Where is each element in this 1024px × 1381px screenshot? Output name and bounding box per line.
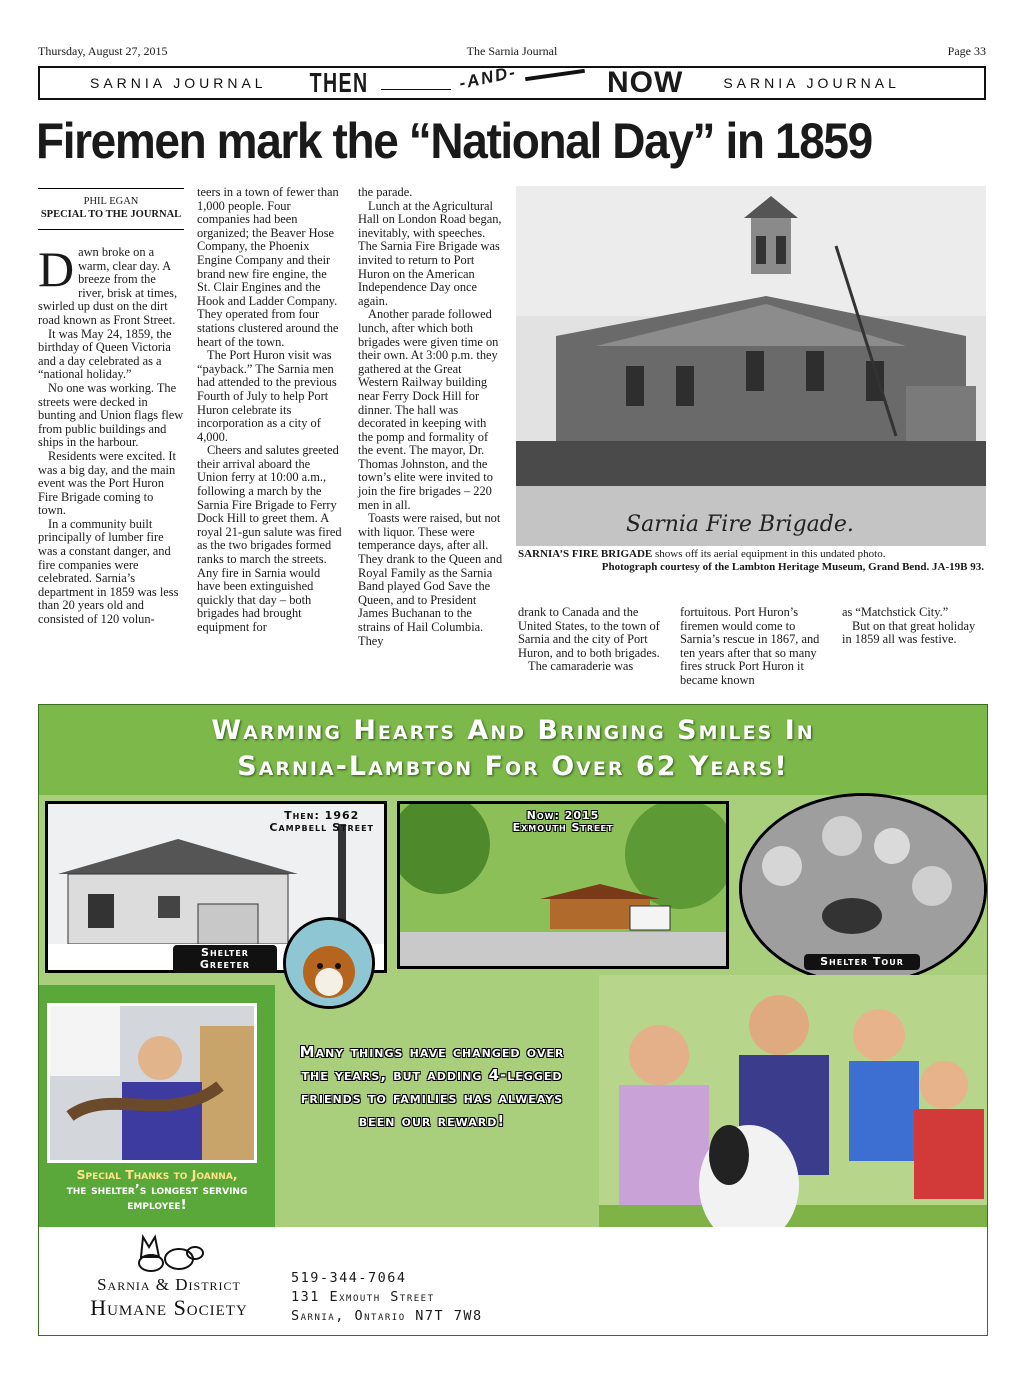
article-paragraph: It was May 24, 1859, the birthday of Queen Victoria and a day celebrated as a “national holiday.” — [38, 326, 172, 382]
photo-caption — [518, 548, 988, 574]
shelter-greeter-label: Shelter Greeter — [173, 945, 277, 973]
article-paragraph: Toasts were raised, but not with liquor. These were temperance days, after all. They drank to the Queen and Royal Family as the Sarnia Band played God Save the Queen, and to President James Buchanan to the strains of Hail Columbia. They — [358, 511, 503, 648]
article-paragraph: Cheers and salutes greeted their arrival aboard the Union ferry at 10:00 a.m., following a march by the Sarnia Fire Brigade to Ferry Dock Hill to greet them. A royal 21-gun salute was fired as the two brigades formed ranks to march the streets. Any fire in Sarnia would have been extinguished quickly that day – both brigades had brought equipment for — [197, 443, 342, 634]
ad-message: Many things have changed over the years, but adding 4-legged friends to families has alweays been our reward! — [299, 1043, 565, 1130]
banner-slash — [525, 69, 585, 81]
then-and-now-banner — [38, 62, 986, 100]
special-thanks: Special Thanks to Joanna, the shelter’s longest serving employee! — [66, 1167, 248, 1213]
banner-right-label: SARNIA JOURNAL — [723, 75, 900, 91]
article-paragraph: No one was working. The streets were decked in bunting and Union flags flew from public buildings and ships in the harbour. — [38, 380, 184, 450]
fire-hall-illustration — [516, 186, 986, 546]
banner-left-label: SARNIA JOURNAL — [90, 75, 267, 91]
caption-text: shows off its aerial equipment in this undated photo. — [652, 548, 886, 560]
woman-with-snake-illustration — [50, 1006, 254, 1160]
dropcap: D — [38, 241, 75, 297]
cat-dog-logo-icon — [129, 1233, 209, 1273]
byline-author: PHIL EGAN — [83, 196, 139, 207]
byline-role: SPECIAL TO THE JOURNAL — [40, 209, 182, 220]
article-paragraph: The camaraderie was — [528, 659, 634, 674]
now-photo — [397, 801, 729, 969]
phone: 519-344-7064 — [291, 1270, 407, 1286]
article-column-6 — [842, 606, 982, 647]
caption-lead: SARNIA’S FIRE BRIGADE — [518, 548, 653, 560]
banner-rule — [381, 77, 451, 90]
ad-headline: Warming Hearts And Bringing Smiles In Sarnia-Lambton For Over 62 Years! — [211, 715, 815, 782]
article-paragraph: Dawn broke on a warm, clear day. A breeze from the river, brisk at times, swirled up dust on the dirt road known as Front Street. — [38, 241, 178, 327]
article-column-3 — [358, 186, 504, 648]
banner-and: -AND- — [457, 62, 519, 93]
photo-inscription: Sarnia Fire Brigade. — [626, 512, 854, 537]
staff-photo — [47, 1003, 257, 1163]
ad-footer — [39, 1227, 987, 1335]
shelter-tour-label: Shelter Tour — [804, 954, 920, 970]
article-paragraph: the parade. — [358, 185, 413, 199]
article-paragraph: Residents were excited. It was a big day, and the main event was the Port Huron Fire Brigade coming to town. — [38, 448, 176, 518]
org-name: Sarnia & District Humane Society — [90, 1275, 248, 1320]
street-address: 131 Exmouth Street — [291, 1289, 435, 1305]
shelter-tour-photo — [739, 793, 987, 985]
article-paragraph: fortuitous. Port Huron’s firemen would come to Sarnia’s rescue in 1867, and ten years after that so many fires struck Port Huron it became known — [680, 605, 820, 687]
humane-society-ad — [38, 704, 988, 1336]
folio-paper: The Sarnia Journal — [466, 44, 558, 58]
article-column-1 — [38, 241, 184, 627]
folio-page: Page 33 — [947, 44, 986, 58]
article-column-4 — [518, 606, 664, 674]
article-paragraph: Another parade followed lunch, after which both brigades were given time on their own. At 3:00 p.m. they gathered at the Great Western Railway building near Ferry Dock Hill for dinner. The hall was decorated in keeping with the pomp and formality of the event. The mayor, Dr. Thomas Johnston, and the town’s elite were invited to join the fire brigades – 220 men in all. — [358, 307, 499, 512]
contact-info — [291, 1269, 483, 1326]
fire-brigade-photo — [516, 186, 986, 546]
folio-date: Thursday, August 27, 2015 — [38, 44, 168, 58]
banner-then: THEN — [309, 67, 369, 98]
now-label: Now: 2015 Exmouth Street — [512, 809, 614, 834]
byline — [38, 188, 184, 230]
headline: Firemen mark the “National Day” in 1859 — [36, 113, 872, 169]
then-label: Then: 1962 Campbell Street — [269, 809, 374, 834]
article-paragraph: But on that great holiday in 1859 all was festive. — [842, 618, 976, 647]
article-column-2 — [197, 186, 343, 635]
greeter-dog-photo — [283, 917, 375, 1009]
article-paragraph: drank to Canada and the United States, to the town of Sarnia and the city of Port Huron, and to both brigades. — [518, 605, 660, 660]
article-paragraph: The Port Huron visit was “payback.” The Sarnia men had attended to the previous Fourth of July to help Port Huron celebrate its incorporation as a city of 4,000. — [197, 348, 337, 444]
article-paragraph: In a community built principally of lumber fire was a constant danger, and fire companies were celebrated. Sarnia’s department in 1859 was less than 20 years old and consisted of 120 volun- — [38, 516, 179, 627]
article-paragraph: as “Matchstick City.” — [842, 605, 949, 619]
sheltie-illustration — [286, 920, 372, 1006]
banner-now: NOW — [606, 66, 684, 99]
article-paragraph: teers in a town of fewer than 1,000 people. Four companies had been organized; the Beaver Hose Company, the Phoenix Engine Company and their brand new fire engine, the St. Clair Engines and the Hook and Ladder Company. They operated from four stations clustered around the heart of the town. — [197, 185, 339, 349]
city-address: Sarnia, Ontario N7T 7W8 — [291, 1308, 483, 1324]
article-column-5 — [680, 606, 826, 688]
photo-credit: Photograph courtesy of the Lambton Heritage Museum, Grand Bend. JA-19B 93. — [601, 561, 984, 573]
article-paragraph: Lunch at the Agricultural Hall on London Road began, inevitably, with speeches. The Sarnia Fire Brigade was invited to return to Port Huron on the American Independence Day once again. — [358, 198, 502, 308]
